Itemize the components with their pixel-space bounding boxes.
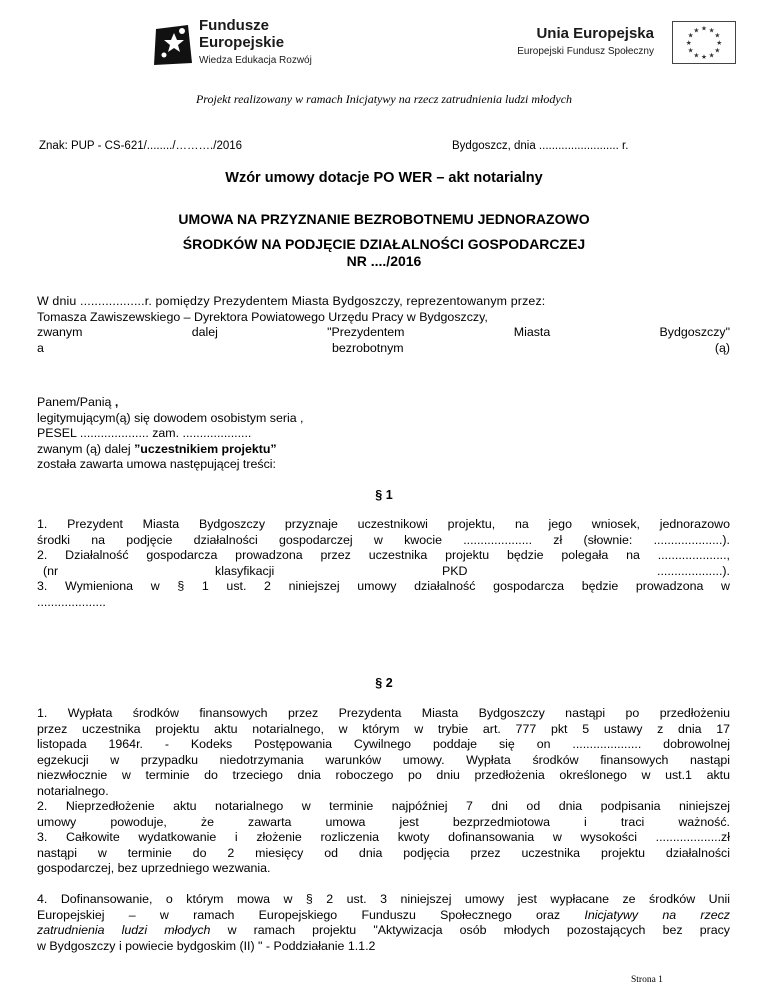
p1-line: środki na podjęcie działalności gospodarczej w kwocie .................... zł (słownie: ....................).	[37, 532, 730, 547]
p2-line: notarialnego.	[37, 783, 109, 798]
p2-line: umowy powoduje, że zawarta umowa jest bezprzedmiotowa i traci ważność.	[37, 814, 730, 829]
party-line: legitymującym(ą) się dowodem osobistym seria ,	[37, 410, 304, 425]
p2-line: listopada 1964r. - Kodeks Postępowania Cywilnego poddaje się on .................... dobrowolnej	[37, 737, 730, 751]
p1-line: 2. Działalność gospodarcza prowadzona przez uczestnika projektu będzie polegała na ....................,	[37, 548, 730, 562]
intro-block	[37, 294, 730, 356]
p2-line: przez uczestnika projektu aktu notarialnego, w którym w trybie art. 777 pkt 5 ustawy z dnia 17	[37, 721, 730, 736]
svg-text:★: ★	[716, 38, 723, 47]
p2-line: 2. Nieprzedłożenie aktu notarialnego w terminie najpóźniej 7 dni od dnia podpisania niniejszej	[37, 799, 730, 813]
party-name-label: Panem/Panią	[37, 395, 112, 409]
party-line	[37, 395, 730, 411]
fe-logo-line1: Fundusze	[199, 17, 269, 34]
p2-line: nastąpi w terminie do 2 miesięcy od dnia podjęcia przez uczestnika projektu działalności	[37, 845, 730, 860]
p1-line-spread	[37, 564, 730, 580]
word: (nr	[43, 563, 59, 578]
fe-logo-line2: Europejskie	[199, 34, 285, 51]
paragraph-1-body	[37, 517, 730, 610]
party-comma: ,	[111, 395, 119, 409]
word: Bydgoszczy"	[659, 325, 730, 339]
ue-logo-line2: Europejski Fundusz Społeczny	[517, 46, 654, 57]
word: (ą)	[714, 340, 730, 355]
fe-stars-icon	[152, 19, 196, 69]
contract-heading-line1: UMOWA NA PRZYZNANIE BEZROBOTNEMU JEDNORAZOWO	[178, 211, 590, 227]
svg-text:★: ★	[701, 53, 707, 62]
word: PKD	[442, 563, 468, 578]
fe-logo-line3: Wiedza Edukacja Rozwój	[199, 55, 312, 66]
word: klasyfikacji	[215, 563, 275, 578]
p2-line: 1. Wypłata środków finansowych przez Prezydenta Miasta Bydgoszczy nastąpi po przedłożeniu	[37, 706, 730, 720]
p4-line	[37, 908, 730, 924]
word: a	[37, 340, 44, 355]
unia-europejska-logo	[506, 17, 736, 77]
fundusze-europejskie-logo	[152, 15, 352, 75]
party-line: została zawarta umowa następującej treści:	[37, 457, 276, 471]
svg-text:★: ★	[687, 46, 694, 55]
place-date: Bydgoszcz, dnia ......................... r.	[452, 140, 629, 152]
party-label: zwanym (ą) dalej	[37, 441, 135, 456]
p2-line: niezwłocznie w terminie do trzeciego dnia roboczego po dniu przedłożenia określonego w ust.1 aktu	[37, 768, 730, 782]
paragraph-2-body	[37, 706, 730, 877]
svg-text:★: ★	[714, 31, 721, 40]
ue-logo-line1: Unia Europejska	[536, 25, 654, 42]
contract-number: NR ..../2016	[346, 253, 422, 269]
p2-line: gospodarczej, bez uprzedniego wezwania.	[37, 861, 271, 875]
paragraph-2-heading: § 2	[375, 676, 393, 690]
eu-flag-icon	[672, 21, 736, 64]
p2-line: egzekucji w przypadku niedotrzymania warunków umowy. Wypłata środków finansowych nastąpi	[37, 752, 730, 767]
intro-line: Tomasza Zawiszewskiego – Dyrektora Powiatowego Urzędu Pracy w Bydgoszczy,	[37, 309, 488, 324]
p4-italic: Inicjatywy na rzecz	[584, 907, 730, 922]
word: bezrobotnym	[332, 340, 404, 355]
document-title: Wzór umowy dotacje PO WER – akt notarialny	[225, 170, 543, 186]
project-line: Projekt realizowany w ramach Inicjatywy na rzecz zatrudnienia ludzi młodych	[195, 92, 573, 106]
party-line: PESEL .................... zam. ....................	[37, 426, 252, 440]
svg-text:★: ★	[693, 51, 700, 60]
paragraph-2-item-4	[37, 892, 730, 954]
p4-italic: zatrudnienia ludzi młodych	[37, 923, 211, 937]
p4-line	[37, 923, 730, 939]
page-number: Strona 1	[631, 975, 663, 985]
word: zwanym	[37, 325, 83, 339]
party-block	[37, 395, 730, 473]
contract-heading-line2: ŚRODKÓW NA PODJĘCIE DZIAŁALNOŚCI GOSPODARCZEJ	[182, 236, 586, 252]
intro-line: W dniu ..................r. pomiędzy Prezydentem Miasta Bydgoszczy, reprezentowanym przez:	[37, 294, 546, 308]
p4-text: w ramach projektu "Aktywizacja osób młodych pozostających bez pracy	[210, 923, 730, 937]
p1-line: 1. Prezydent Miasta Bydgoszczy przyznaje uczestnikowi projektu, na jego wniosek, jednorazowo	[37, 517, 730, 531]
svg-text:★: ★	[685, 38, 692, 47]
svg-text:★: ★	[714, 46, 721, 55]
svg-text:★: ★	[701, 24, 707, 33]
svg-text:★: ★	[708, 26, 715, 35]
party-line	[37, 442, 730, 458]
svg-text:★: ★	[687, 31, 694, 40]
word: dalej	[191, 325, 218, 339]
contract-heading	[0, 206, 768, 275]
svg-text:★: ★	[708, 51, 715, 60]
p4-line: 4. Dofinansowanie, o którym mowa w § 2 ust. 3 niniejszej umowy jest wypłacane ze środków Unii	[37, 892, 730, 906]
p2-line: 3. Całkowite wydatkowanie i złożenie rozliczenia kwoty dofinansowania w wysokości ...................zł	[37, 830, 730, 844]
intro-line-spread	[37, 325, 730, 341]
intro-line-spread	[37, 341, 730, 357]
p1-line: 3. Wymieniona w § 1 ust. 2 niniejszej umowy działalność gospodarcza będzie prowadzona w	[37, 579, 730, 593]
party-role: ”uczestnikiem projektu”	[134, 441, 277, 456]
reference-number: Znak: PUP - CS-621/......../………./2016	[39, 140, 243, 152]
svg-text:★: ★	[693, 26, 700, 35]
word: Miasta	[513, 325, 551, 339]
word: "Prezydentem	[327, 325, 405, 339]
p4-text: Europejskiej – w ramach Europejskiego Funduszu Społecznego oraz	[37, 907, 585, 922]
p1-line: ....................	[37, 594, 106, 609]
paragraph-1-heading: § 1	[375, 488, 393, 502]
p4-line: w Bydgoszczy i powiecie bydgoskim (II) " - Poddziałanie 1.1.2	[37, 938, 376, 953]
word: ...................).	[657, 563, 730, 578]
